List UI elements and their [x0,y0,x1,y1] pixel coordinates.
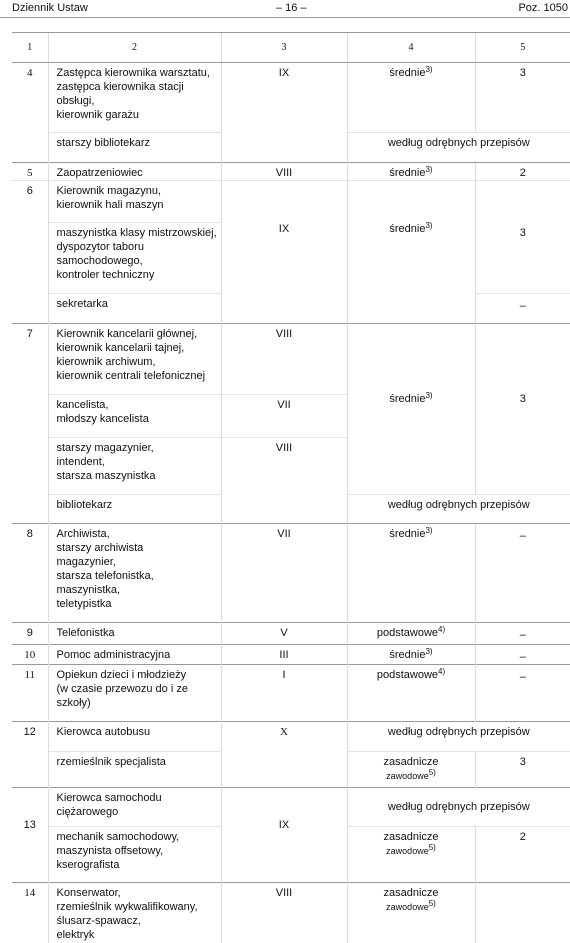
row-number: 6 [12,181,48,324]
years-cell: – [475,524,570,623]
table-row [12,324,570,395]
table-row [12,524,570,623]
position-name: Telefonistka [48,623,221,645]
grade-cell: VII [221,395,347,438]
position-name: Opiekun dzieci i młodzieży (w czasie przewozu do i ze szkoły) [48,665,221,722]
table-row [12,665,570,722]
education-cell: podstawowe$^{4)}$ [347,623,475,645]
table-row [12,181,570,223]
years-cell: 2 [475,827,570,883]
position-name: sekretarka [48,294,221,324]
education-cell: średnie$^{3)}$ [347,181,475,324]
rule-cell: według odrębnych przepisów [347,722,570,752]
grade-cell: VIII [221,438,347,524]
table-row [12,645,570,665]
column-header: 2 [48,33,221,63]
row-number: 5 [12,163,48,181]
row-number: 9 [12,623,48,645]
row-number: 14 [12,883,48,943]
grade-cell: IX [221,63,347,163]
position-name: Zastępca kierownika warsztatu, zastępca kierownika stacji obsługi, kierownik garażu [48,63,221,133]
position-name: Kierowca autobusu [48,722,221,752]
position-name: Kierownik kancelarii głównej, kierownik kancelarii tajnej, kierownik archiwum, kierownik centrali telefonicznej [48,324,221,395]
table-row [12,722,570,752]
education-cell: zasadnicze zawodowe$^{5)}$ [347,883,475,943]
position-name: starszy magazynier, intendent, starsza maszynistka [48,438,221,495]
header-rule [0,17,570,18]
grade-cell: VII [221,524,347,623]
education-cell: średnie$^{3)}$ [347,645,475,665]
positions-table [12,32,570,943]
page-number: – 16 – [276,2,307,14]
position-name: Zaopatrzeniowiec [48,163,221,181]
row-number: 7 [12,324,48,524]
position-name: Archiwista, starszy archiwista magazynier, starsza telefonistka, maszynistka, teletypistka [48,524,221,623]
row-number: 4 [12,63,48,163]
education-cell: średnie$^{3)}$ [347,63,475,133]
grade-cell: V [221,623,347,645]
grade-cell: IX [221,181,347,324]
row-number: 13 [12,788,48,883]
education-cell: zasadnicze zawodowe$^{5)}$ [347,752,475,788]
rule-cell: według odrębnych przepisów [347,495,570,524]
education-cell: średnie$^{3)}$ [347,324,475,495]
column-header: 3 [221,33,347,63]
grade-cell: VIII [221,324,347,395]
position-name: Kierownik magazynu, kierownik hali maszyn [48,181,221,223]
row-number: 8 [12,524,48,623]
years-cell: 3 [475,752,570,788]
position-name: starszy bibliotekarz [48,133,221,163]
years-cell: – [475,665,570,722]
years-cell: 3 [475,63,570,133]
position-name: mechanik samochodowy, maszynista offsetowy, kserografista [48,827,221,883]
rule-cell: według odrębnych przepisów [347,133,570,163]
position-name: Pomoc administracyjna [48,645,221,665]
years-cell: – [475,294,570,324]
column-header: 5 [475,33,570,63]
position-name: kancelista, młodszy kancelista [48,395,221,438]
table-row [12,163,570,181]
column-header-row [12,33,570,63]
grade-cell: III [221,645,347,665]
position-name: maszynistka klasy mistrzowskiej, dyspozytor taboru samochodowego, kontroler techniczny [48,223,221,294]
education-cell: podstawowe$^{4)}$ [347,665,475,722]
years-cell: – [475,623,570,645]
grade-cell: VIII [221,163,347,181]
journal-title: Dziennik Ustaw [12,2,88,14]
position-name: Kierowca samochodu ciężarowego [48,788,221,827]
years-cell: 3 [475,324,570,495]
table-row [12,788,570,827]
grade-cell: I [221,665,347,722]
table-row [12,623,570,645]
years-cell: – [475,645,570,665]
grade-cell: VIII [221,883,347,943]
position-name: Konserwator, rzemieślnik wykwalifikowany, ślusarz-spawacz, elektryk [48,883,221,943]
position-name: rzemieślnik specjalista [48,752,221,788]
row-number: 12 [12,722,48,788]
rule-cell: według odrębnych przepisów [347,788,570,827]
position-number: Poz. 1050 [518,2,568,14]
position-name: bibliotekarz [48,495,221,524]
education-cell: zasadnicze zawodowe$^{5)}$ [347,827,475,883]
table-row [12,63,570,133]
column-header: 1 [12,33,48,63]
column-header: 4 [347,33,475,63]
grade-cell: X [221,722,347,788]
grade-cell: IX [221,788,347,883]
page-header [0,0,570,18]
years-cell: 2 [475,163,570,181]
row-number: 10 [12,645,48,665]
years-cell: 3 [475,181,570,294]
row-number: 11 [12,665,48,722]
education-cell: średnie$^{3)}$ [347,524,475,623]
education-cell: średnie$^{3)}$ [347,163,475,181]
